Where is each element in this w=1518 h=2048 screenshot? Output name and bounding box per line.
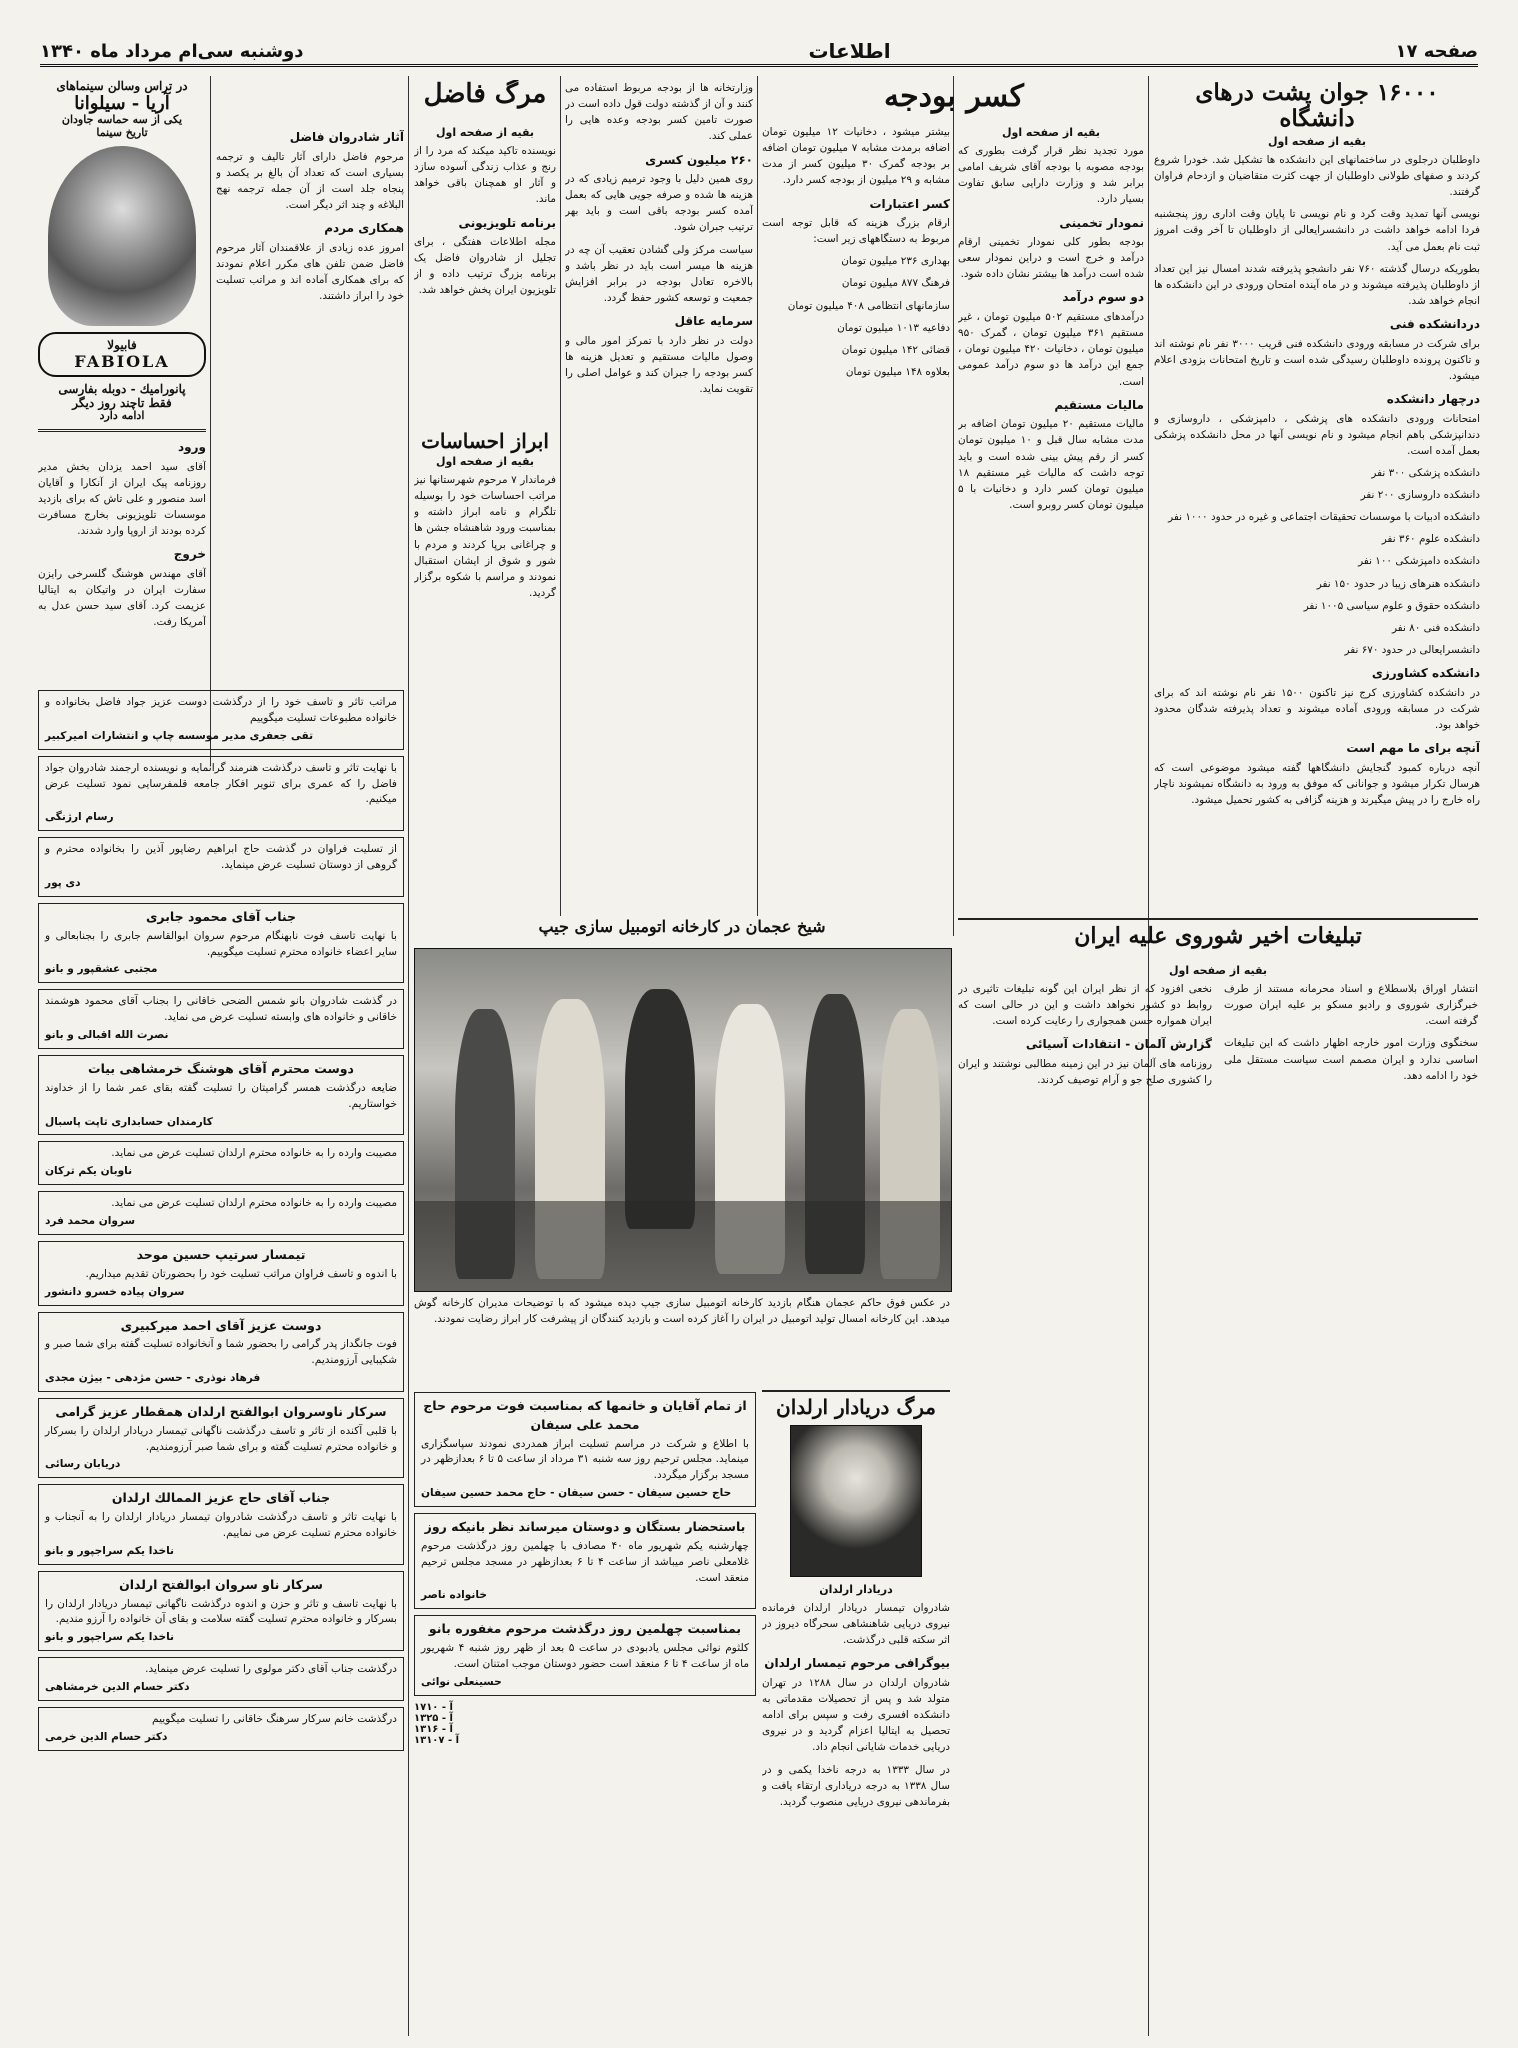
cinema-line: در تراس وسالن سینماهای bbox=[56, 80, 188, 93]
paragraph: مرحوم فاضل دارای آثار تالیف و ترجمه بسیاری است که تعداد آن بالغ بر یکصد و پنجاه جلد است از آن جمله ترجمه نهج البلاغه و چند اثر دیگر است. bbox=[216, 150, 404, 211]
notice-title: جناب آقای محمود جابری bbox=[145, 908, 297, 924]
condolence-notice bbox=[38, 1657, 404, 1701]
headline-budget-block bbox=[762, 80, 1146, 120]
subheading: همکاری مردم bbox=[324, 221, 404, 236]
notice-body: ضایعه درگذشت همسر گرامیتان را تسلیت گفته بقای عمر شما را از خداوند خواستاریم. bbox=[45, 1081, 397, 1110]
condolence-notice bbox=[38, 1191, 404, 1235]
notice-signature: دکتر حسام الدین خرمی bbox=[45, 1730, 168, 1743]
notice-signature: فرهاد نوذری - حسن مژدهی - بیژن مجدی bbox=[45, 1372, 261, 1385]
budget-item: فرهنگ ۸۷۷ میلیون تومان bbox=[841, 277, 950, 290]
notice-title: جناب آقای حاج عزیز الممالك ارلدان bbox=[111, 1490, 331, 1506]
notice-body: مصیبت وارده را به خانواده محترم ارلدان تسلیت عرض می نماید. bbox=[111, 1197, 397, 1210]
headline-death: مرگ فاضل bbox=[423, 80, 547, 109]
notices-column bbox=[38, 690, 404, 2020]
notice-title: بمناسبت چهلمین روز درگذشت مرحوم مغفوره بانو bbox=[428, 1621, 742, 1637]
cinema-line: تاریخ سینما bbox=[96, 126, 148, 140]
admiral-portrait bbox=[790, 1425, 922, 1577]
headline-admiral: مرگ دریادار ارلدان bbox=[776, 1395, 936, 1419]
subheading: نمودار تخمینی bbox=[1059, 215, 1144, 230]
notice-body: با نهایت تاثر و تاسف درگذشت هنرمند گرانمایه و نویسنده ارجمند شادروان جواد فاضل را که عمری برای تنویر افکار جامعه قلمفرسایی نمود تسلیت عرض میکنیم. bbox=[45, 761, 397, 806]
logo-text-fa: فابیولا bbox=[107, 337, 137, 352]
notice-body: درگذشت جناب آقای دکتر مولوی را تسلیت عرض مینماید. bbox=[145, 1663, 397, 1676]
notice-signature: دریابان رسائی bbox=[45, 1458, 121, 1471]
notice-body: با قلبی آکنده از تاثر و تاسف درگذشت ناگهانی تیمسار دریادار ارلدان را بسرکار و خانواده محترم تسلیت گفته و برای شما صبر آرزومندیم. bbox=[45, 1424, 397, 1453]
paragraph: مورد تجدید نظر قرار گرفت بطوری که بودجه مصوبه با بودجه آقای شریف امامی برابر شد و وزارت دارایی سابق تفاوت بسیار دارد. bbox=[958, 145, 1144, 206]
subheading: دو سوم درآمد bbox=[1062, 290, 1144, 305]
machinery bbox=[415, 1201, 951, 1291]
notice-body: با نهایت تاسف فوت نابهنگام مرحوم سروان ابوالقاسم جابری را بجنابعالی و سایر اعضاء خانواده محترم تسلیت میگوییم. bbox=[45, 929, 397, 958]
notice-body: فوت جانگداز پدر گرامی را بحضور شما و آنخانواده تسلیت گفته برای شما صبر و شکیبایی آرزومندیم. bbox=[45, 1338, 397, 1367]
paragraph: مجله اطلاعات هفتگی ، برای تجلیل از شادروان فاضل یک برنامه بزرگ ترتیب داده و از تلویزیون ایران پخش خواهد شد. bbox=[414, 236, 556, 297]
column-rule bbox=[560, 76, 561, 916]
subheading: کسر اعتبارات bbox=[869, 196, 950, 211]
article-ministries bbox=[565, 80, 753, 910]
subheading: سرمایه عاقل bbox=[674, 314, 753, 329]
paragraph: نویسنده تاکید میکند که مرد را از رنج و عذاب زندگی آسوده سازد و آثار او همچنان باقی خواهد ماند. bbox=[414, 145, 556, 206]
subheading: مالیات مستقیم bbox=[1054, 397, 1144, 412]
paragraph: سخنگوی وزارت امور خارجه اظهار داشت که این تبلیغات اساسی ندارد و ایران مصمم است سیاست مستقل ملی خود را ادامه دهد. bbox=[1224, 1037, 1478, 1082]
ad-code: آ - ۱۳۱۶ bbox=[414, 1723, 453, 1735]
paragraph: در سال ۱۳۳۳ به درجه ناخدا یکمی و در سال ۱۳۳۸ به درجه دریاداری ارتقاء یافت و بفرماندهی نیروی دریایی منصوب گردید. bbox=[762, 1763, 950, 1808]
continued-label: بقیه از صفحه اول bbox=[1168, 964, 1268, 977]
subheading: درچهار دانشکده bbox=[1386, 391, 1480, 406]
stat-line: دانشکده فنی ۸۰ نفر bbox=[1391, 621, 1480, 634]
notice-signature: خانواده ناصر bbox=[421, 1589, 488, 1602]
issue-date: دوشنبه سی‌ام مرداد ماه ۱۳۴۰ bbox=[40, 40, 304, 62]
subheading: دانشکده کشاورزی bbox=[1371, 666, 1480, 681]
paragraph: وزارتخانه ها از بودجه مربوط استفاده می کنند و آن از گذشته دولت قول داده است در صورت تامین کسر بودجه وعده هایی را عملی کند. bbox=[565, 82, 753, 143]
paragraph: روی همین دلیل با وجود ترمیم زیادی که در هزینه ها شده و صرفه جویی هایی که بعمل آمده کسر بودجه باقی است و باید بهر ترتیب جبران شود. bbox=[565, 173, 753, 234]
column-rule bbox=[953, 76, 954, 936]
subheading: برنامه تلویزیونی bbox=[458, 215, 556, 230]
paragraph: شادروان ارلدان در سال ۱۲۸۸ در تهران متولد شد و پس از تحصیلات مقدماتی به دانشکده افسری رفت و سپس برای ادامه تحصیل به ایتالیا اعزام گردید و در نیروی دریایی خدمات شایانی انجام داد. bbox=[762, 1676, 950, 1754]
paragraph: نخعی افزود که از نظر ایران این گونه تبلیغات تاثیری در روابط دو کشور نخواهد داشت و این در حالی است که ایران همواره حسن همجواری را رعایت کرده است. bbox=[958, 983, 1212, 1028]
headline-ussr-block bbox=[958, 918, 1478, 960]
condolence-notice bbox=[38, 1141, 404, 1185]
paragraph: فرماندار ۷ مرحوم شهرستانها نیز مراتب احساسات خود را بوسیله تلگرام و نامه ابراز داشته و بمناسبت ورود شاهنشاه جشن ها و چراغانی برپا کردند و مردم با شور و شوق از ایشان استقبال نمودند و مراسم با شکوه برگزار گردید. bbox=[414, 474, 556, 599]
stat-line: دانشکده پزشکی ۳۰۰ نفر bbox=[1371, 466, 1480, 479]
notice-title: باستحضار بستگان و دوستان میرساند نظر بانیکه روز bbox=[424, 1519, 746, 1535]
condolence-notice bbox=[38, 756, 404, 832]
subheading: آنچه برای ما مهم است bbox=[1346, 741, 1480, 756]
notice-body: درگذشت خانم سرکار سرهنگ خاقانی را تسلیت میگوییم bbox=[152, 1712, 397, 1725]
paragraph: در دانشکده کشاورزی کرج نیز تاکنون ۱۵۰۰ نفر نام نوشته اند که برای شرکت در مسابقه ورودی آماده میشوند و تعداد پذیرفته شدگان محدود خواهد بود. bbox=[1154, 686, 1480, 731]
continued-label: بقیه از صفحه اول bbox=[1267, 134, 1367, 148]
budget-item: دفاعیه ۱۰۱۳ میلیون تومان bbox=[837, 321, 950, 334]
cinema-ad bbox=[38, 80, 206, 680]
notice-body: از تسلیت فراوان در گذشت حاج ابراهیم رضاپور آذین را بخانواده محترم و گروهی از دوستان تسلیت عرض مینماید. bbox=[45, 843, 397, 872]
stat-line: دانشسرایعالی در حدود ۶۷۰ نفر bbox=[1344, 643, 1480, 656]
paragraph: دولت در نظر دارد با تمرکز امور مالی و وصول مالیات مستقیم و تعدیل هزینه ها کسر بودجه را جبران کند و عوامل اصلی را تقویت نماید. bbox=[565, 334, 753, 396]
paragraph: ارقام بزرگ هزینه که قابل توجه است مربوط به دستگاههای زیر است: bbox=[762, 217, 950, 246]
notice-body: با اطلاع و شرکت در مراسم تسلیت ابراز همدردی نمودند سپاسگزاری مینماید. مجلس ترحیم روز سه شنبه ۳۱ مرداد از ساعت ۵ تا ۶ بعدازظهر در مسجد برگزار میگردد. bbox=[421, 1437, 749, 1482]
stat-line: دانشکده هنرهای زیبا در حدود ۱۵۰ نفر bbox=[1316, 577, 1480, 590]
paragraph: نویسی آنها تمدید وقت کرد و نام نویسی تا پایان وقت اداری روز پنجشنبه فردا ادامه خواهد داشت در دانشسرایعالی از داوطلبان تا آخر وقت امروز ثبت نام بعمل می آید. bbox=[1154, 208, 1480, 253]
article-ussr bbox=[958, 962, 1478, 1562]
cinema-line: یکی از سه حماسه جاودان bbox=[61, 113, 183, 127]
condolence-notice bbox=[38, 903, 404, 983]
cinema-line: فقط تاچند روز دیگر bbox=[72, 395, 172, 410]
subheading: آثار شادروان فاضل bbox=[289, 130, 404, 144]
notice-body: با نهایت تاثر و تاسف درگذشت شادروان تیمسار دریادار ارلدان را به آنجناب و خانواده محترم تسلیت عرض می نماییم. bbox=[45, 1511, 397, 1539]
article-feelings bbox=[414, 430, 556, 850]
notice-title: سرکار ناوسروان ابوالفتح ارلدان همقطار عزیز گرامی bbox=[55, 1403, 387, 1419]
headline-universities: ۱۶۰۰۰ جوان پشت درهای دانشگاه bbox=[1195, 80, 1439, 133]
notice-signature: کارمندان حسابداری تاپت پاسبال bbox=[45, 1115, 213, 1128]
condolence-notice bbox=[38, 837, 404, 897]
paragraph: مالیات مستقیم ۲۰ میلیون تومان اضافه بر مدت مشابه سال قبل و ۱۰ میلیون تومان کسر از رقم پیش بینی شده است و باید توجه داشت که مالیات غیر مستقیم ۱۸ میلیون تومان کسر دارد و دخانیات با ۵ میلیون تومان کسر روبرو است. bbox=[958, 418, 1144, 511]
notice-title: دوست محترم آقای هوشنگ خرمشاهی بیات bbox=[88, 1061, 354, 1076]
notice-signature: ناوبان یکم ترکان bbox=[45, 1165, 133, 1178]
headline-ussr: تبلیغات اخیر شوروی علیه ایران bbox=[1074, 923, 1362, 949]
paragraph: انتشار اوراق بلاسطلاع و اسناد محرمانه مستند از طرف خبرگزاری شوروی و رادیو مسکو بر علیه ایران صورت گرفته است. bbox=[1224, 983, 1478, 1028]
stat-line: دانشکده دامپزشکی ۱۰۰ نفر bbox=[1358, 555, 1480, 568]
logo-text-en: FABIOLA bbox=[74, 351, 170, 371]
subheading: خروج bbox=[173, 547, 206, 562]
headline-budget: کسر بودجه bbox=[884, 80, 1024, 114]
page-header bbox=[40, 38, 1478, 67]
notice-signature: ناخدا یکم سراجپور و بانو bbox=[45, 1544, 175, 1557]
notice-signature: سروان محمد فرد bbox=[45, 1215, 136, 1228]
photo-title: شیخ عجمان در کارخانه اتومبیل سازی جیپ bbox=[538, 918, 826, 936]
memorial-notice bbox=[414, 1392, 756, 1507]
column-rule bbox=[408, 76, 409, 2036]
notice-body: مراتب تاثر و تاسف خود را از درگذشت دوست عزیز جواد فاضل بخانواده و خانواده مطبوعات تسلیت میگوییم bbox=[45, 696, 397, 724]
ad-code: آ - ۱۷۱۰ bbox=[414, 1701, 453, 1713]
column-rule bbox=[757, 76, 758, 916]
article-budget-col2 bbox=[762, 124, 950, 904]
notice-signature: حاج حسین سیفان - حسن سیفان - حاج محمد حسین سیفان bbox=[421, 1487, 732, 1500]
notice-signature: تقی جعفری مدیر موسسه چاپ و انتشارات امیرکبیر bbox=[45, 729, 314, 742]
notice-title: تیمسار سرتیپ حسین موحد bbox=[136, 1246, 306, 1262]
fabiola-logo bbox=[38, 332, 206, 377]
article-admiral bbox=[762, 1390, 950, 2012]
continued-label: بقیه از صفحه اول bbox=[435, 126, 535, 139]
article-death-col1 bbox=[414, 124, 556, 424]
portrait-caption: دریادار ارلدان bbox=[819, 1583, 893, 1596]
notice-signature: سروان پیاده خسرو دانشور bbox=[45, 1285, 185, 1298]
subheading: دردانشکده فنی bbox=[1389, 317, 1480, 331]
column-rule bbox=[210, 76, 211, 766]
stat-line: دانشکده داروسازی ۲۰۰ نفر bbox=[1360, 489, 1480, 502]
condolence-notice bbox=[38, 1055, 404, 1135]
cinema-names: آریا - سیلوانا bbox=[74, 92, 170, 114]
paragraph: آقای سید احمد یزدان بخش مدیر روزنامه پیک ایران از آنکارا و آقایان اسد منصور و علی تاش که برای بازدید موسسات تلویزیونی بخارج مسافرت کرده بودند از اروپا وارد شدند. bbox=[38, 460, 206, 538]
notice-signature: مجتبی عشقپور و بانو bbox=[45, 963, 158, 976]
cinema-line: پانوراميك - دوبله بفارسی bbox=[58, 381, 186, 396]
notice-signature: نصرت الله اقبالی و بانو bbox=[45, 1029, 169, 1042]
subheading: ۲۶۰ میلیون کسری bbox=[645, 152, 753, 167]
ad-code: آ - ۱۳۲۵ bbox=[414, 1712, 453, 1724]
budget-item: قضائی ۱۴۲ میلیون تومان bbox=[841, 343, 950, 356]
budget-item: سازمانهای انتظامی ۴۰۸ میلیون تومان bbox=[787, 299, 950, 312]
notice-body: با نهایت تاسف و تاثر و حزن و اندوه درگذشت ناگهانی تیمسار دریادار ارلدان را بسرکار و خانواده محترم تسلیت گفته سلامت و بقای آن خانواده را آرزو مندیم. bbox=[45, 1597, 397, 1626]
subheading: ورود bbox=[178, 440, 206, 454]
cinema-line: ادامه دارد bbox=[99, 409, 145, 423]
notice-title: دوست عزیز آقای احمد میرکبیری bbox=[120, 1317, 322, 1333]
newspaper-name: اطلاعات bbox=[808, 39, 891, 63]
factory-photo bbox=[414, 948, 952, 1292]
paragraph: امتحانات ورودی دانشکده های پزشکی ، دامپزشکی ، داروسازی و دندانپزشکی باهم انجام میشود و نام نویسی آنها در محل دانشکده پزشکی بعمل آمده است. bbox=[1154, 412, 1480, 457]
ad-code: آ - ۱۳۱۰۷ bbox=[414, 1734, 460, 1746]
stat-line: دانشکده علوم ۳۶۰ نفر bbox=[1381, 533, 1480, 546]
notice-signature: حسینعلی نوائی bbox=[421, 1675, 502, 1688]
paragraph: داوطلبان درجلوی در ساختمانهای این دانشکده ها تشکیل شد. خودرا شروع کردند و صفهای طولانی داوطلبان از جهت کثرت متقاضیان و ازدحام فراوان گرفتند. bbox=[1154, 153, 1480, 199]
condolence-notice bbox=[38, 1241, 404, 1306]
headline-feelings: ابراز احساسات bbox=[421, 430, 549, 453]
article-death-col2 bbox=[216, 124, 404, 684]
paragraph: بیشتر میشود ، دخانیات ۱۲ میلیون تومان اضافه برمدت مشابه ۷ میلیون تومان اضافه بر بودجه گمرک ۳۰ میلیون کسر از مدت مشابه و ۲۹ میلیون از بودجه کسر دارد. bbox=[762, 126, 950, 187]
photo-title-block bbox=[414, 918, 950, 944]
paragraph: برای شرکت در مسابقه ورودی دانشکده فنی قریب ۳۰۰۰ نفر نام نوشته اند و تاکنون پرونده داوطلبان رسیدگی شده است و تاریخ امتحانات بزودی اعلام میشود. bbox=[1154, 337, 1480, 382]
notice-title: از تمام آقایان و خانمها که بمناسبت فوت مرحوم حاج محمد علی سیفان bbox=[423, 1398, 747, 1432]
paragraph: روزنامه های آلمان نیز در این زمینه مطالبی نوشتند و ایران را کشوری صلح جو و آرام توصیف کردند. bbox=[958, 1057, 1212, 1087]
subheading: گزارش آلمان - انتقادات آسیائی bbox=[1025, 1037, 1212, 1052]
notice-body: چهارشنبه یکم شهریور ماه ۴۰ مصادف با چهلمین روز درگذشت مرحوم غلامعلی ناصر میباشد از ساعت ۴ تا ۶ بعدازظهر در مسجد مجلس ترحیم منعقد است. bbox=[421, 1539, 749, 1584]
notice-signature: رسام ارژنگی bbox=[45, 811, 114, 824]
condolence-notice bbox=[38, 1484, 404, 1564]
memorial-notice bbox=[414, 1513, 756, 1609]
condolence-notice bbox=[38, 1571, 404, 1651]
person-figure bbox=[625, 989, 695, 1229]
budget-item: بعلاوه ۱۴۸ میلیون تومان bbox=[845, 365, 950, 378]
notice-body: با اندوه و تاسف فراوان مراتب تسلیت خود را بحضورتان تقدیم میداریم. bbox=[85, 1267, 397, 1280]
memorial-notice bbox=[414, 1615, 756, 1695]
page-number: صفحه ۱۷ bbox=[1395, 40, 1478, 62]
stat-line: دانشکده ادبیات با موسسات تحقیقات اجتماعی و غیره در حدود ۱۰۰۰ نفر bbox=[1168, 511, 1480, 524]
condolence-notice bbox=[38, 690, 404, 750]
paragraph: درآمدهای مستقیم ۵۰۲ میلیون تومان ، غیر مستقیم ۳۶۱ میلیون تومان ، گمرک ۹۵۰ میلیون تومان ، دخانیات ۴۲۰ میلیون تومان ، جمع این درآمد ها دو سوم درآمد عمومی است. bbox=[958, 311, 1144, 388]
notice-signature: دی پور bbox=[45, 877, 81, 890]
budget-item: بهداری ۲۳۶ میلیون تومان bbox=[841, 255, 950, 268]
notice-body: مصیبت وارده را به خانواده محترم ارلدان تسلیت عرض می نماید. bbox=[111, 1147, 397, 1160]
headline-death-block bbox=[414, 80, 556, 120]
lion-illustration bbox=[48, 146, 196, 326]
notice-signature: ناخدا یکم سراجپور و بانو bbox=[45, 1631, 175, 1644]
notice-title: سرکار ناو سروان ابوالفتح ارلدان bbox=[119, 1576, 323, 1592]
continued-label: بقیه از صفحه اول bbox=[1001, 126, 1101, 139]
condolence-notice bbox=[38, 1312, 404, 1392]
subheading: بیوگرافی مرحوم تیمسار ارلدان bbox=[764, 1656, 950, 1671]
notice-signature: دکتر حسام الدین خرمشاهی bbox=[45, 1681, 190, 1694]
continued-label: بقیه از صفحه اول bbox=[435, 455, 535, 468]
paragraph: آنچه درباره کمبود گنجایش دانشگاهها گفته میشود موضوعی است که هرسال تکرار میشود و جوانانی که موفق به ورود به دانشگاه نمیشوند ناچار راه خارج را در پیش میگیرند و هزینه گزافی به کشور تحمیل میشود. bbox=[1154, 761, 1480, 806]
condolence-notice bbox=[38, 1707, 404, 1751]
bottom-obituaries bbox=[414, 1392, 756, 2012]
stat-line: دانشکده حقوق و علوم سیاسی ۱۰۰۵ نفر bbox=[1303, 599, 1480, 612]
paragraph: امروز عده زیادی از علاقمندان آثار مرحوم فاضل ضمن تلفن های مکرر اعلام نمودند که برای همکاری آماده اند و مراتب تسلیت خود را ابراز داشتند. bbox=[216, 241, 404, 303]
condolence-notice bbox=[38, 1398, 404, 1478]
paragraph: آقای مهندس هوشنگ گلسرخی رایزن سفارت ایران در واتیکان به ایتالیا عزیمت کرد. آقای سید حسن عدل به آمریکا رفت. bbox=[38, 567, 206, 629]
condolence-notice bbox=[38, 989, 404, 1049]
notice-body: کلثوم نوائی مجلس یادبودی در ساعت ۵ بعد از ظهر روز شنبه ۴ شهریور ماه از ساعت ۴ تا ۶ منعقد است حضور دوستان موجب امتنان است. bbox=[421, 1642, 749, 1671]
paragraph: بطوریکه درسال گذشته ۷۶۰ نفر دانشجو پذیرفته شدند امسال نیز این تعداد از داوطلبان پذیرفته میشوند و در ماه آینده امتحان ورودی در این دانشکده ها انجام خواهد شد. bbox=[1154, 262, 1480, 307]
paragraph: سیاست مرکز ولی گشادن تعقیب آن چه در هزینه ها میسر است باید در نظر باشد و بالاخره تعادل بودجه در برابر افزایش جمعیت و توسعه کشور حفظ گردد. bbox=[565, 243, 753, 304]
notice-body: در گذشت شادروان بانو شمس الضحی خاقانی را بجناب آقای محمود هوشمند خاقانی و خانواده های وابسته تسلیت عرض می نماید. bbox=[45, 995, 397, 1024]
paragraph: بودجه بطور کلی نمودار تخمینی ارقام درآمد و خرج است و دراین نمودار سعی شده است درآمد ها بیشتر نشان داده شود. bbox=[958, 236, 1144, 281]
photo-caption: در عکس فوق حاکم عجمان هنگام بازدید کارخانه اتومبیل سازی جیپ دیده میشود که با توضیحات مدیران کارخانه گوش میدهد. این کارخانه امسال تولید اتومبیل در ایران را آغاز کرده است و بازدید کنندگان از پیشرفت کار ابراز رضایت نمودند. bbox=[414, 1297, 950, 1325]
article-budget-col1 bbox=[958, 124, 1144, 904]
paragraph: شادروان تیمسار دریادار ارلدان فرمانده نیروی دریایی شاهنشاهی سحرگاه دیروز در اثر سکته قلبی درگذشت. bbox=[762, 1602, 950, 1647]
